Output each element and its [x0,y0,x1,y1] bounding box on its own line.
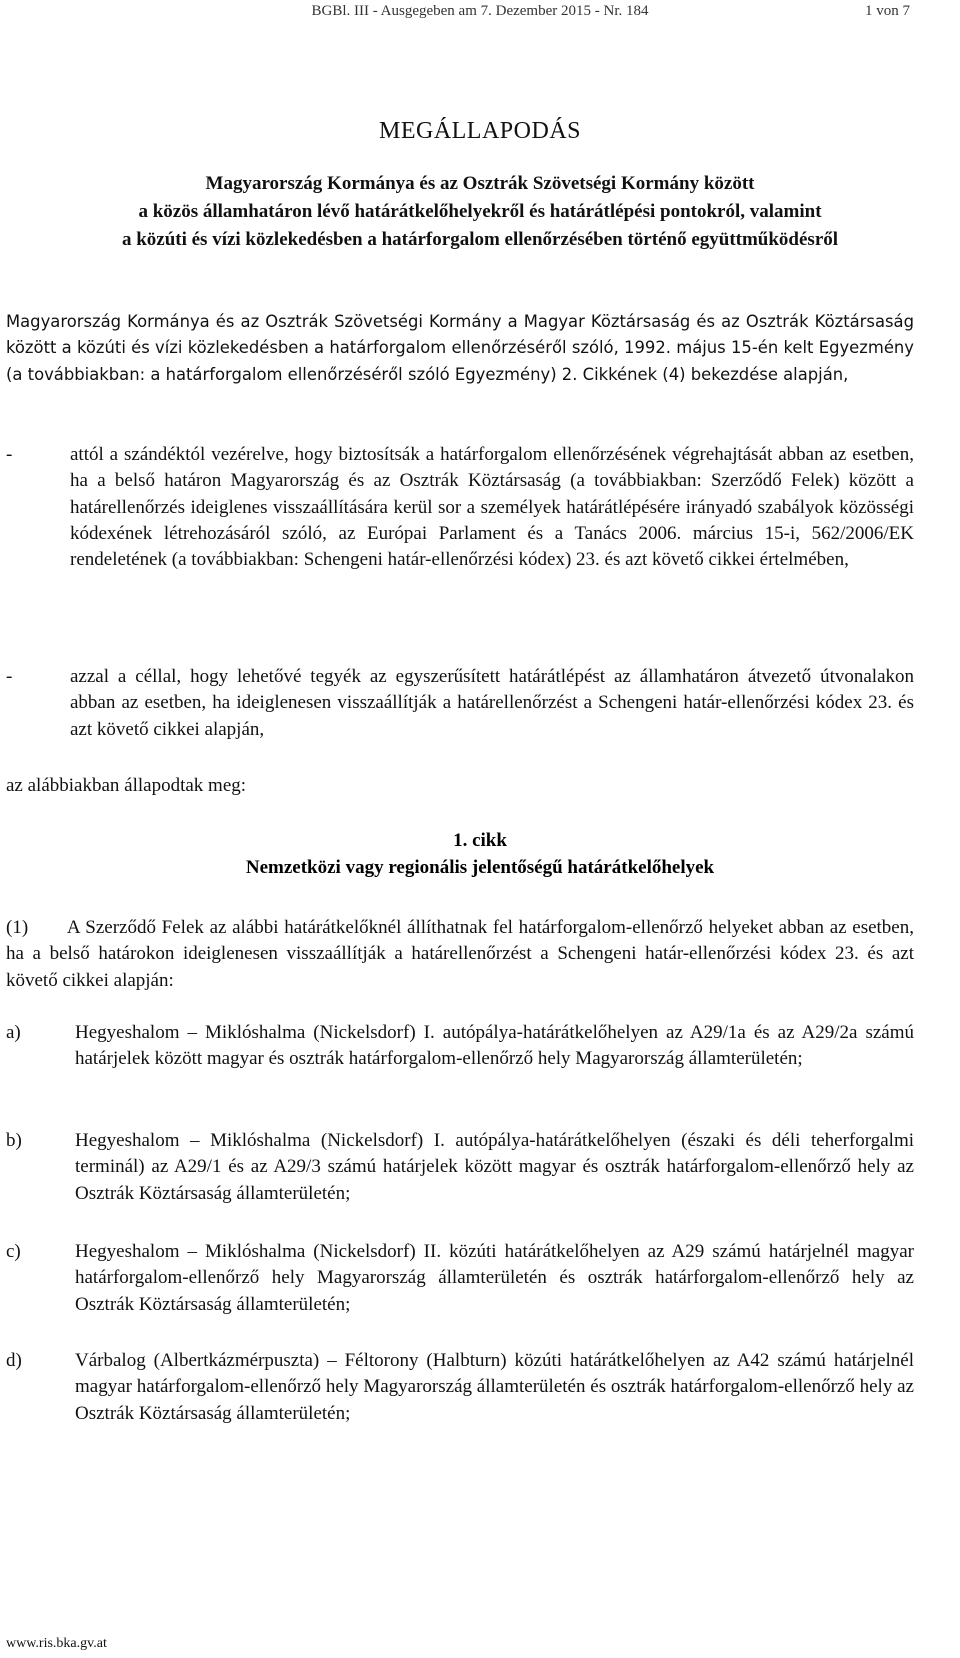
article-number: 1. cikk [453,830,507,851]
list-item [6,1020,914,1073]
list-item-text: Hegyeshalom – Miklóshalma (Nickelsdorf) I. autópálya-határátkelőhelyen az A29/1a és az A29/2a számú határjelek között magyar és osztrák határforgalom-ellenőrző hely Magyarország államterületén; [75,1022,914,1070]
subtitle-line-3: a közúti és vízi közlekedésben a határforgalom ellenőrzésében történő együttműködésről [121,229,839,250]
gazette-reference: BGBl. III - Ausgegeben am 7. Dezember 2015 - Nr. 184 [311,3,649,19]
bullet-marker: - [6,444,13,465]
document-title: MEGÁLLAPODÁS [378,118,581,144]
subtitle-line-2: a közös államhatáron lévő határátkelőhelyekről és határátlépési pontokról, valamint [138,201,822,222]
document-subtitle [0,170,960,254]
agreement-clause: az alábbiakban állapodtak meg: [6,775,247,796]
preamble-paragraph: Magyarország Kormánya és az Osztrák Szövetségi Kormány a Magyar Köztársaság és az Osztrák Köztársaság között a közúti és vízi közlekedésben a határforgalom ellenőrzéséről szóló, 1992. május 15-én kelt Egyezmény (a továbbiakban: a határforgalom ellenőrzéséről szóló Egyezmény) 2. Cikkének (4) bekezdése alapján, [6,312,914,384]
article-paragraph-1: (1) A Szerződő Felek az alábbi határátkelőknél állíthatnak fel határforgalom-ellenőrző helyeket abban az esetben, ha a belső határokon ideiglenesen visszaállítják a határellenőrzést a Schengeni határ-ellenőrzési kódex 23. és azt követő cikkei alapján: [6,917,919,991]
page-counter: 1 von 7 [865,3,910,19]
page-header [0,3,960,23]
bullet-text: attól a szándéktól vezérelve, hogy biztosítsák a határforgalom ellenőrzésének végrehajtását abban az esetben, ha a belső határon Magyarország és az Osztrák Köztársaság (a továbbiakban: Szerződő Felek) között a határellenőrzés ideiglenes visszaállítására kerül sor a személyek határátlépésére irányadó szabályok közösségi kódexének létrehozásáról szóló, az Európai Parlament és a Tanács 2006. március 15-i, 562/2006/EK rendeletének (a továbbiakban: Schengeni határ-ellenőrzési kódex) 23. és azt követő cikkei értelmében, [70,444,914,571]
list-item [6,1239,914,1318]
list-item-text: Hegyeshalom – Miklóshalma (Nickelsdorf) I. autópálya-határátkelőhelyen (északi és déli teherforgalmi terminál) az A29/1 és az A29/3 számú határjelek között magyar és osztrák határforgalom-ellenőrző hely az Osztrák Köztársaság államterületén; [75,1130,914,1204]
footer-url[interactable]: www.ris.bka.gv.at [6,1636,107,1651]
list-item-label: b) [6,1130,22,1151]
subtitle-line-1: Magyarország Kormánya és az Osztrák Szövetségi Kormány között [205,173,755,194]
list-item-text: Várbalog (Albertkázmérpuszta) – Féltorony (Halbturn) közúti határátkelőhelyen az A42 számú határjelnél magyar határforgalom-ellenőrző hely Magyarország államterületén és osztrák határforgalom-ellenőrző hely az Osztrák Köztársaság államterületén; [75,1350,914,1424]
preamble-bullet [6,664,914,743]
list-item-text: Hegyeshalom – Miklóshalma (Nickelsdorf) II. közúti határátkelőhelyen az A29 számú határjelnél magyar határforgalom-ellenőrző hely Magyarország államterületén és osztrák határforgalom-ellenőrző hely az Osztrák Köztársaság államterületén; [75,1241,914,1315]
list-item [6,1348,914,1427]
bullet-text: azzal a céllal, hogy lehetővé tegyék az egyszerűsített határátlépést az államhatáron átvezető útvonalakon abban az esetben, ha ideiglenesen visszaállítják a határellenőrzést a Schengeni határ-ellenőrzési kódex 23. és azt követő cikkei alapján, [70,666,914,740]
bullet-marker: - [6,666,13,687]
list-item-label: a) [6,1022,21,1043]
list-item [6,1128,914,1207]
list-item-label: c) [6,1241,21,1262]
preamble-bullet [6,442,914,573]
article-title: Nemzetközi vagy regionális jelentőségű határátkelőhelyek [245,857,715,878]
list-item-label: d) [6,1350,22,1371]
